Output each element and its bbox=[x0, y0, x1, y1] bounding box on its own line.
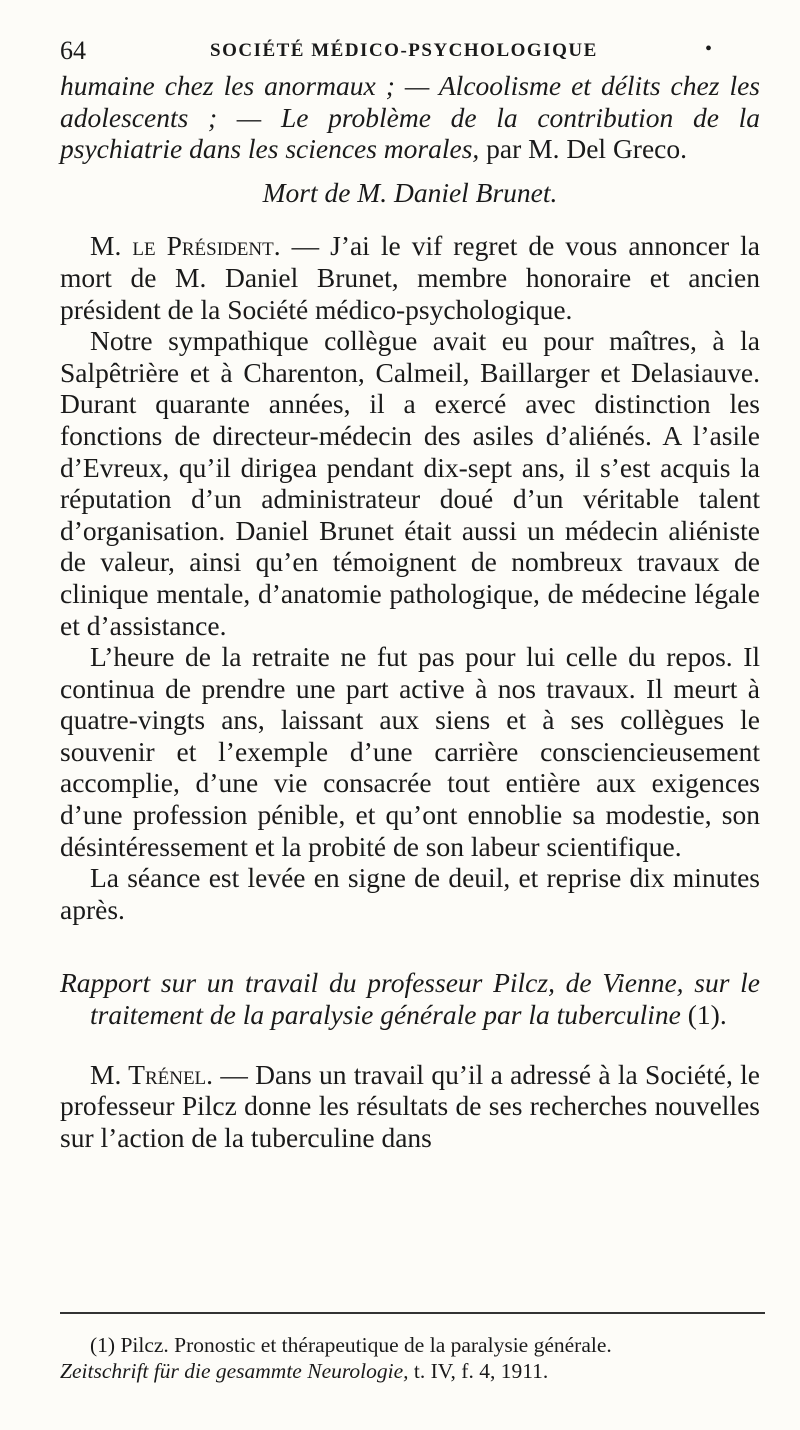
body-text bbox=[60, 70, 760, 1153]
footnote-reference: (1). bbox=[680, 999, 727, 1031]
page-number: 64 bbox=[60, 36, 86, 65]
trenel-paragraph bbox=[60, 1059, 760, 1154]
paragraph-retirement: L’heure de la retraite ne fut pas pour lui celle du repos. Il continua de prendre une part active à nos travaux. Il meurt à quatre-vingts ans, laissant aux siens et à ses collègues le souvenir et l’exemple d’une carrière consciencieusement accomplie, d’une vie consacrée tout entière aux exigences d’une profession pénible, et qu’ont ennoblie sa modestie, son désintéressement et la probité de son labeur scientifique. bbox=[60, 641, 760, 862]
continued-italic-text: humaine chez les anormaux ; — Alcoolisme et délits chez les adolescents ; — Le problème de la contribution de la psychiatrie dans les sciences morales, bbox=[60, 70, 760, 165]
president-text: — J’ai le vif regret de vous annoncer la mort de M. Daniel Brunet, membre honoraire et ancien président de la Société médico-psychologique. bbox=[60, 230, 760, 325]
paragraph-session: La séance est levée en signe de deuil, et reprise dix minutes après. bbox=[60, 862, 760, 925]
section-heading: Mort de M. Daniel Brunet. bbox=[262, 176, 558, 208]
footnote-citation: t. IV, f. 4, 1911. bbox=[408, 1359, 549, 1383]
speaker-trenel: M. Trénel. bbox=[90, 1058, 214, 1090]
report-title: Rapport sur un travail du professeur Pilcz, de Vienne, sur le traitement de la paralysie générale par la tuberculine bbox=[60, 967, 760, 1031]
footnote-line-2 bbox=[60, 1358, 765, 1384]
trenel-text: — Dans un travail qu’il a adressé à la Société, le professeur Pilcz donne les résultats de ses recherches nouvelles sur l’action de la tuberculine dans bbox=[60, 1058, 761, 1153]
running-title: SOCIÉTÉ MÉDICO-PSYCHOLOGIQUE bbox=[210, 40, 598, 61]
continued-paragraph bbox=[60, 70, 760, 165]
header-mark: • bbox=[705, 38, 713, 60]
footnote bbox=[60, 1332, 765, 1384]
footnote-divider bbox=[60, 1312, 765, 1314]
president-paragraph bbox=[60, 230, 760, 325]
footnote-line-1: (1) Pilcz. Pronostic et thérapeutique de la paralysie générale. bbox=[90, 1333, 612, 1357]
speaker-president: M. le Président. bbox=[90, 230, 281, 262]
continued-roman-text: par M. Del Greco. bbox=[479, 133, 687, 165]
paragraph-teachers: Notre sympathique collègue avait eu pour maîtres, à la Salpêtrière et à Charenton, Calmeil, Baillarger et Delasiauve. Durant quarante années, il a exercé avec distinction les fonctions de directeur-médecin des asiles d’aliénés. A l’asile d’Evreux, qu’il dirigea pendant dix-sept ans, il s’est acquis la réputation d’un administrateur doué d’un véritable talent d’organisation. Daniel Brunet était aussi un médecin aliéniste de valeur, ainsi qu’en témoignent de nombreux travaux de clinique mentale, d’anatomie pathologique, de médecine légale et d’assistance. bbox=[60, 325, 760, 641]
report-heading bbox=[60, 967, 760, 1030]
running-head bbox=[60, 30, 760, 70]
footnote-journal: Zeitschrift für die gesammte Neurologie, bbox=[60, 1359, 409, 1383]
